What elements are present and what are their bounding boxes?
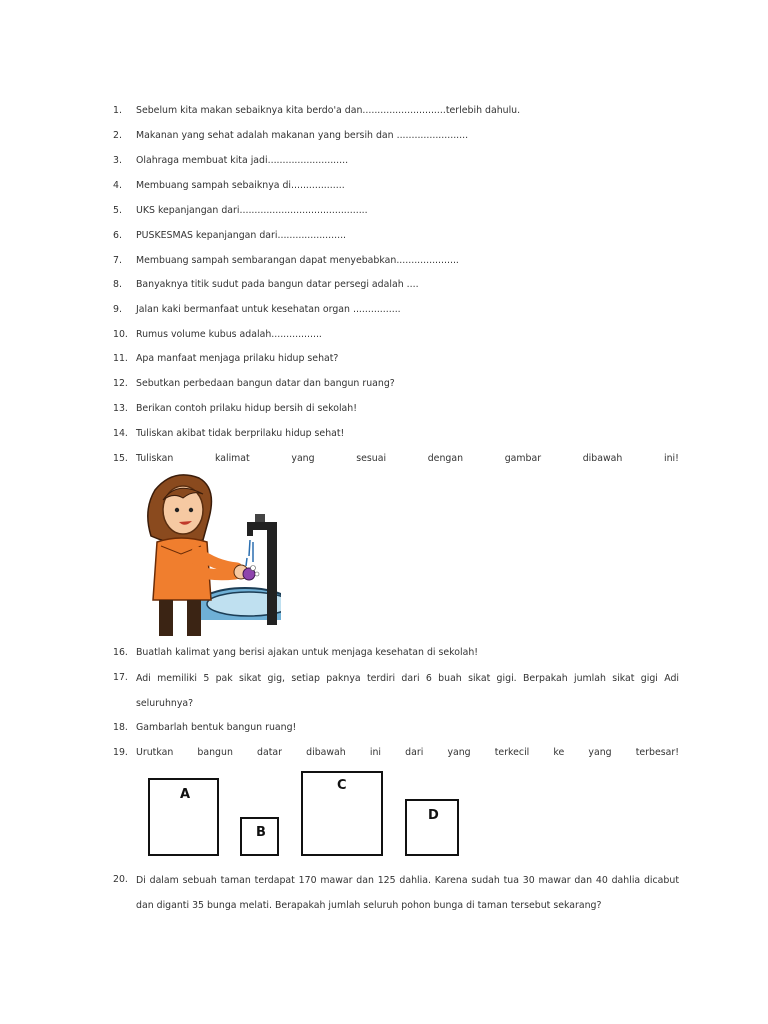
question-text: Banyaknya titik sudut pada bangun datar persegi adalah ....	[136, 279, 419, 290]
square-label: D	[428, 808, 439, 823]
question-text: Sebutkan perbedaan bangun datar dan bangun ruang?	[136, 378, 395, 389]
word: ini	[369, 747, 382, 758]
question-text: Buatlah kalimat yang berisi ajakan untuk menjaga kesehatan di sekolah!	[136, 647, 479, 658]
question-number: 6.	[113, 230, 122, 241]
question-number: 10.	[113, 329, 128, 340]
word: bangun	[197, 747, 233, 758]
word: dibawah	[306, 747, 346, 758]
question-number: 9.	[113, 304, 122, 315]
question-text	[136, 747, 679, 759]
question-text: PUSKESMAS kepanjangan dari.......................	[136, 230, 347, 241]
question-number: 11.	[113, 353, 128, 364]
word: yang	[588, 747, 612, 758]
squares-figure	[140, 768, 470, 860]
square-a	[148, 778, 219, 856]
question-number: 18.	[113, 722, 128, 733]
square-c	[301, 771, 383, 856]
word: terkecil	[494, 747, 530, 758]
question-number: 13.	[113, 403, 128, 414]
word: terbesar!	[635, 747, 679, 758]
word: sesuai	[356, 453, 387, 464]
word: Tuliskan	[136, 453, 174, 464]
question-text: Tuliskan akibat tidak berprilaku hidup sehat!	[136, 428, 345, 439]
word: datar	[257, 747, 283, 758]
handwashing-illustration	[137, 470, 281, 636]
square-label: B	[256, 825, 266, 840]
question-number: 1.	[113, 105, 122, 116]
question-text	[136, 453, 679, 465]
word: yang	[291, 453, 315, 464]
question-number: 12.	[113, 378, 128, 389]
girl-washing-hands-image	[137, 470, 281, 636]
word: kalimat	[214, 453, 250, 464]
question-number: 3.	[113, 155, 122, 166]
question-number: 15.	[113, 453, 128, 464]
question-text: Membuang sampah sebaiknya di..................	[136, 180, 345, 191]
word: ini!	[664, 453, 679, 464]
square-label: A	[180, 787, 191, 802]
question-text: Sebelum kita makan sebaiknya kita berdo'a dan............................terlebih dahulu.	[136, 105, 521, 116]
question-number: 4.	[113, 180, 122, 191]
square-label: C	[337, 778, 347, 793]
question-number: 8.	[113, 279, 122, 290]
question-text: Gambarlah bentuk bangun ruang!	[136, 722, 297, 733]
question-text: Membuang sampah sembarangan dapat menyebabkan.....................	[136, 255, 459, 266]
question-number: 2.	[113, 130, 122, 141]
question-text: Di dalam sebuah taman terdapat 170 mawar dan 125 dahlia. Karena sudah tua 30 mawar dan 40 dahlia dicabut dan diganti 35 bunga melati. Berapakah jumlah seluruh pohon bunga di taman tersebut sekarang?	[136, 875, 679, 911]
word: dari	[405, 747, 424, 758]
word: dengan	[427, 453, 464, 464]
question-text: Apa manfaat menjaga prilaku hidup sehat?	[136, 353, 339, 364]
square-b	[240, 817, 279, 856]
question-number: 19.	[113, 747, 128, 758]
question-text: Makanan yang sehat adalah makanan yang bersih dan ........................	[136, 130, 469, 141]
question-text: Adi memiliki 5 pak sikat gig, setiap paknya terdiri dari 6 buah sikat gigi. Berpakah jumlah sikat gigi Adi seluruhnya?	[136, 673, 679, 709]
word: yang	[447, 747, 471, 758]
word: Urutkan	[136, 747, 174, 758]
word: ke	[553, 747, 565, 758]
question-number: 5.	[113, 205, 122, 216]
question-text: Berikan contoh prilaku hidup bersih di sekolah!	[136, 403, 357, 414]
question-text: Rumus volume kubus adalah.................	[136, 329, 322, 340]
question-number: 20.	[113, 874, 128, 885]
question-number: 17.	[113, 672, 128, 683]
word: dibawah	[582, 453, 623, 464]
question-text: Jalan kaki bermanfaat untuk kesehatan organ ................	[136, 304, 401, 315]
question-number: 16.	[113, 647, 128, 658]
question-number: 14.	[113, 428, 128, 439]
question-text: Olahraga membuat kita jadi...........................	[136, 155, 349, 166]
square-d	[405, 799, 459, 856]
question-number: 7.	[113, 255, 122, 266]
word: gambar	[504, 453, 542, 464]
question-text: UKS kepanjangan dari...........................................	[136, 205, 368, 216]
